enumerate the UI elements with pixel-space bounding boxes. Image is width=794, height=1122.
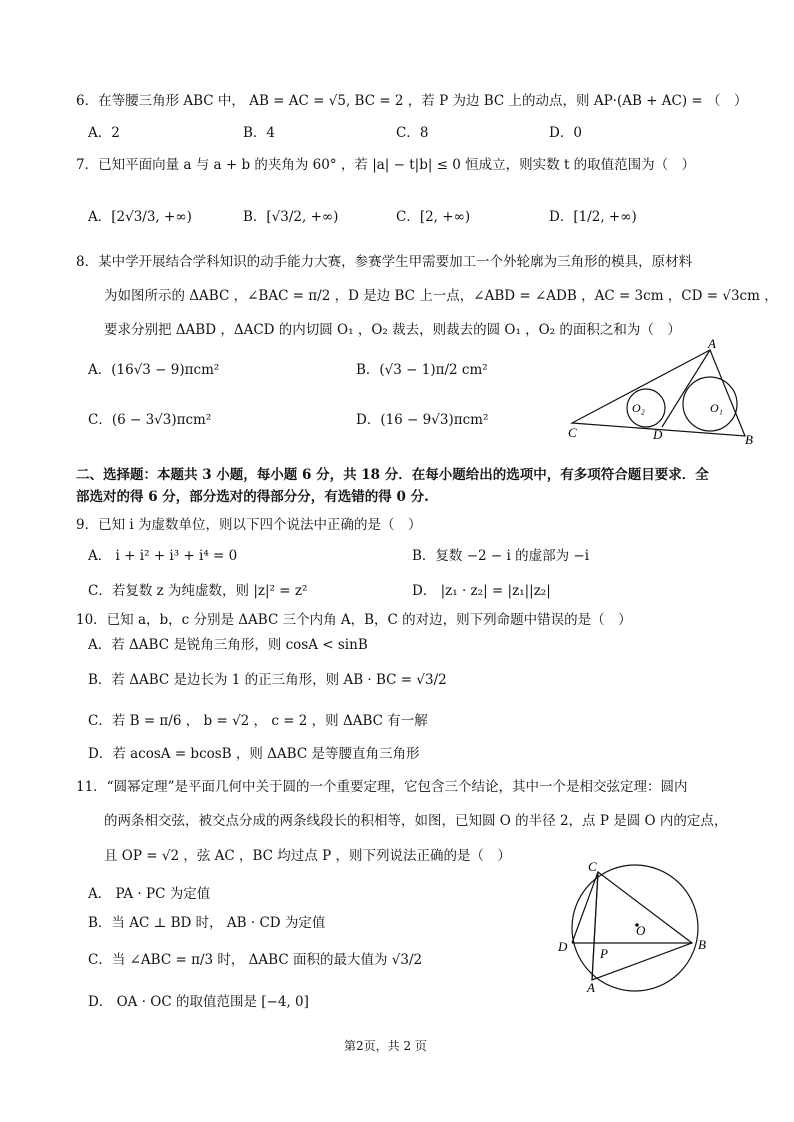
q11-label-o: O: [636, 923, 646, 938]
q6-option-b: B．4: [243, 125, 276, 141]
q11-option-a: A． PA · PC 为定值: [88, 886, 211, 902]
q10-stem: 10．已知 a，b，c 分别是 ΔABC 三个内角 A，B，C 的对边，则下列命题中错误的是（ ）: [76, 612, 632, 628]
q9-stem: 9．已知 i 为虚数单位，则以下四个说法中正确的是（ ）: [76, 517, 422, 533]
q7-option-b: B．[√3/2, +∞): [243, 209, 339, 225]
q9-option-d: D． |z₁ · z₂| = |z₁||z₂|: [412, 583, 551, 599]
q6-option-c: C．8: [396, 125, 429, 141]
q8-line3: 要求分别把 ΔABD ，ΔACD 的内切圆 O₁ ，O₂ 裁去，则裁去的圆 O₁ ，O₂ 的面积之和为（ ）: [104, 322, 681, 338]
q9-option-c: C．若复数 z 为纯虚数，则 |z|² = z²: [88, 583, 308, 599]
page-footer: 第2页，共 2 页: [344, 1039, 427, 1053]
q11-option-d: D． OA · OC 的取值范围是 [−4, 0]: [88, 994, 309, 1010]
q8-label-d: D: [653, 427, 663, 442]
q8-option-c: C．(6 − 3√3)πcm²: [88, 412, 212, 428]
section2-line1: 二、选择题：本题共 3 小题，每小题 6 分，共 18 分．在每小题给出的选项中，有多项符合题目要求．全: [76, 467, 709, 483]
q8-label-o1: O₁: [710, 401, 723, 415]
q11-line3: 且 OP = √2 ，弦 AC ，BC 均过点 P ，则下列说法正确的是（ ）: [104, 848, 511, 864]
section2-line2: 部选对的得 6 分，部分选对的得部分分，有选错的得 0 分.: [76, 489, 429, 505]
q10-option-c: C．若 B = π/6 ， b = √2 ， c = 2 ，则 ΔABC 有一解: [88, 713, 428, 729]
q8-option-b: B．(√3 − 1)π/2 cm²: [356, 362, 488, 378]
q8-option-a: A．(16√3 − 9)πcm²: [88, 362, 220, 378]
q10-option-d: D．若 acosA = bcosB ，则 ΔABC 是等腰直角三角形: [88, 746, 420, 762]
q7-option-c: C．[2, +∞): [396, 209, 471, 225]
q9-option-a: A． i + i² + i³ + i⁴ = 0: [88, 548, 238, 564]
q11-label-c: C: [588, 859, 597, 874]
q6-option-d: D．0: [549, 125, 582, 141]
q11-line2: 的两条相交弦，被交点分成的两条线段长的积相等，如图，已知圆 O 的半径 2，点 P 是圆 O 内的定点，: [104, 813, 728, 829]
q8-line1: 8．某中学开展结合学科知识的动手能力大赛，参赛学生甲需要加工一个外轮廓为三角形的模具，原材料: [76, 254, 693, 270]
q7-option-d: D．[1/2, +∞): [549, 209, 637, 225]
q8-triangle-figure: [560, 338, 760, 448]
q8-label-o2: O₂: [632, 401, 645, 415]
q10-option-a: A．若 ΔABC 是锐角三角形，则 cosA < sinB: [88, 637, 368, 653]
q10-option-b: B．若 ΔABC 是边长为 1 的正三角形，则 AB · BC = √3/2: [88, 672, 447, 688]
q8-option-d: D．(16 − 9√3)πcm²: [356, 412, 489, 428]
q11-line1: 11．“圆幂定理”是平面几何中关于圆的一个重要定理，它包含三个结论，其中一个是相交弦定理：圆内: [76, 779, 688, 795]
q11-option-b: B．当 AC ⊥ BD 时， AB · CD 为定值: [88, 915, 326, 931]
q8-label-a: A: [708, 338, 716, 351]
q8-label-b: B: [745, 432, 753, 447]
q8-label-c: C: [568, 425, 577, 440]
q11-circle-figure: [552, 855, 722, 995]
q11-label-a: A: [587, 980, 595, 995]
q6-option-a: A．2: [88, 125, 120, 141]
q11-label-d: D: [558, 939, 568, 954]
q7-stem: 7．已知平面向量 a 与 a + b 的夹角为 60° ，若 |a| − t|b| ≤ 0 恒成立，则实数 t 的取值范围为（ ）: [76, 157, 696, 173]
q11-option-c: C．当 ∠ABC = π/3 时， ΔABC 面积的最大值为 √3/2: [88, 952, 423, 968]
q7-option-a: A．[2√3/3, +∞): [88, 209, 192, 225]
q6-stem: 6．在等腰三角形 ABC 中， AB = AC = √5, BC = 2 ，若 P 为边 BC 上的动点，则 AP·(AB + AC) = （ ）: [76, 93, 748, 109]
q9-option-b: B．复数 −2 − i 的虚部为 −i: [412, 548, 590, 564]
q11-label-p: P: [600, 946, 608, 961]
q11-label-b: B: [698, 937, 706, 952]
q8-line2: 为如图所示的 ΔABC ，∠BAC = π/2 ，D 是边 BC 上一点，∠ABD = ∠ADB ，AC = 3cm ，CD = √3cm ，: [104, 288, 778, 304]
